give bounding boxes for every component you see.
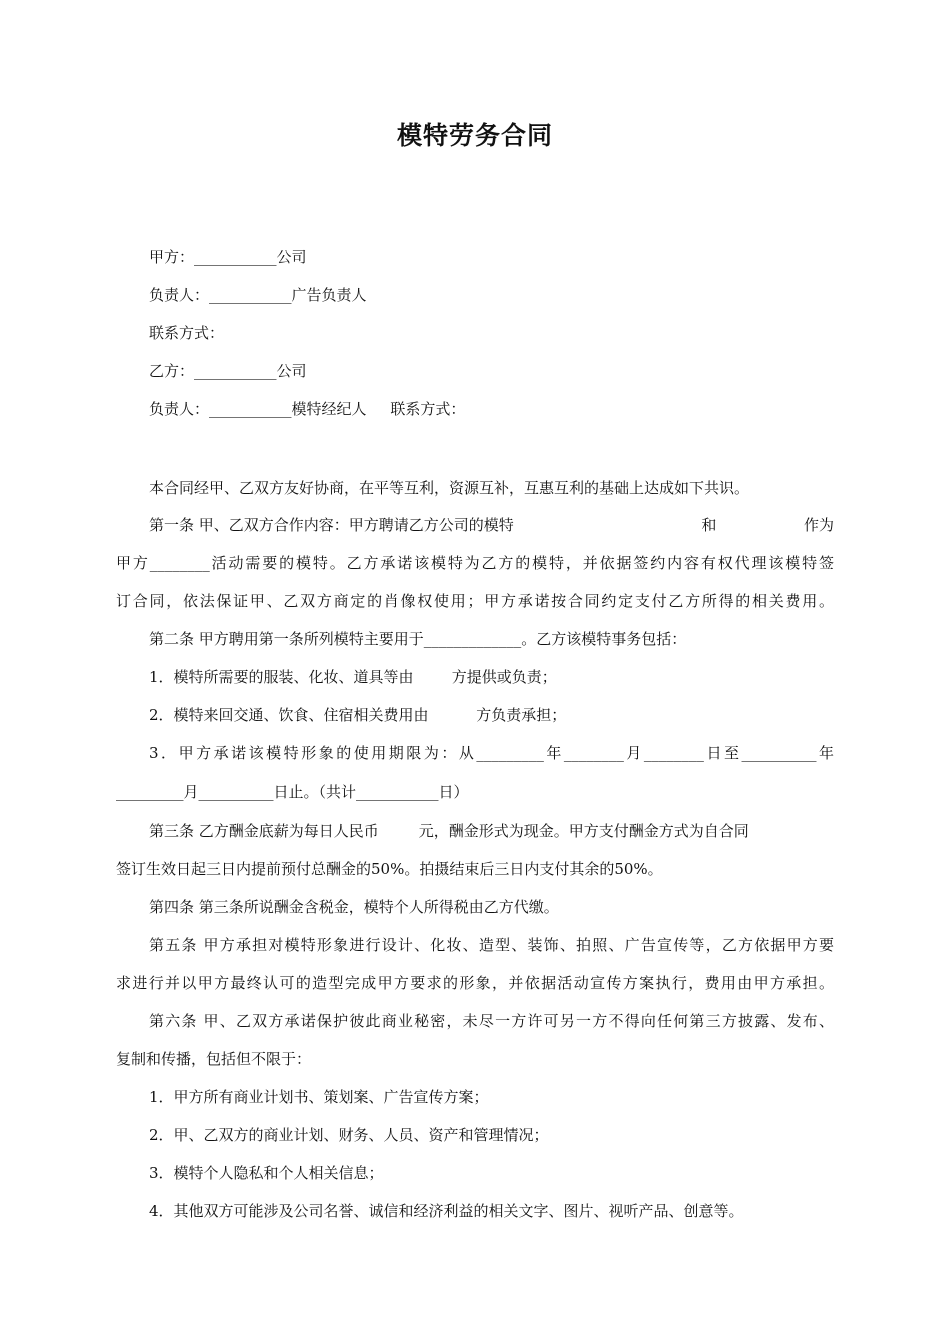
text-line: [149, 513, 834, 537]
text-segment: 甲方________活动需要的模特。乙方承诺该模特为乙方的模特，并依据签约内容有权代理该模特签: [116, 554, 834, 572]
text-line: [149, 1009, 834, 1033]
text-line: [149, 819, 834, 843]
text-segment: 元，酬金形式为现金。甲方支付酬金方式为自合同: [418, 822, 749, 840]
text-line: [116, 971, 834, 995]
text-segment: 2．甲、乙双方的商业计划、财务、人员、资产和管理情况；: [149, 1126, 549, 1144]
text-line: [149, 933, 834, 957]
text-segment: 4．其他双方可能涉及公司名誉、诚信和经济利益的相关文字、图片、视听产品、创意等。: [149, 1202, 744, 1220]
text-line: [149, 397, 834, 421]
text-segment: 3．模特个人隐私和个人相关信息；: [149, 1164, 384, 1182]
text-line: [116, 857, 834, 881]
text-line: [116, 780, 834, 804]
text-line: [149, 627, 834, 651]
text-line: [149, 895, 834, 919]
text-segment: 第六条 甲、乙双方承诺保护彼此商业秘密，未尽一方许可另一方不得向任何第三方披露、发布、: [149, 1012, 834, 1030]
text-line: [149, 1123, 834, 1147]
text-segment: 复制和传播，包括但不限于：: [116, 1050, 312, 1068]
text-segment: 第五条 甲方承担对模特形象进行设计、化妆、造型、装饰、拍照、广告宣传等，乙方依据甲方要: [149, 936, 834, 954]
text-line: [149, 321, 834, 345]
text-segment: 甲方：___________公司: [149, 248, 307, 266]
text-line: [149, 1199, 834, 1223]
text-segment: 本合同经甲、乙双方友好协商，在平等互利，资源互补，互惠互利的基础上达成如下共识。: [149, 479, 750, 497]
text-segment: 签订生效日起三日内提前预付总酬金的50%。拍摄结束后三日内支付其余的50%。: [116, 860, 663, 878]
text-segment: 3．甲方承诺该模特形象的使用期限为：从_________年________月________日至__________年: [149, 744, 834, 762]
text-line: [149, 1161, 834, 1185]
text-line: [149, 665, 834, 689]
text-segment: 求进行并以甲方最终认可的造型完成甲方要求的形象，并依据活动宣传方案执行，费用由甲方承担。: [116, 974, 834, 992]
document-title: 模特劳务合同: [396, 121, 553, 150]
text-line: [149, 741, 834, 765]
text-segment: 1．模特所需要的服装、化妆、道具等由 方提供或负责；: [149, 668, 557, 686]
text-line: [116, 589, 834, 613]
text-segment: 联系方式：: [149, 324, 225, 342]
text-line: [149, 1085, 834, 1109]
text-line: [116, 551, 834, 575]
text-segment: 2．模特来回交通、饮食、住宿相关费用由 方负责承担；: [149, 706, 567, 724]
text-segment: 第二条 甲方聘用第一条所列模特主要用于_____________。乙方该模特事务包括：: [149, 630, 687, 648]
text-segment: 第一条 甲、乙双方合作内容：甲方聘请乙方公司的模特: [149, 516, 514, 534]
text-line: [149, 245, 834, 269]
text-segment: 作为: [803, 516, 834, 534]
text-segment: 第四条 第三条所说酬金含税金，模特个人所得税由乙方代缴。: [149, 898, 559, 916]
text-segment: 第三条 乙方酬金底薪为每日人民币: [149, 822, 379, 840]
text-segment: 订合同，依法保证甲、乙双方商定的肖像权使用；甲方承诺按合同约定支付乙方所得的相关费用。: [116, 592, 834, 610]
text-line: [149, 703, 834, 727]
text-line: [149, 359, 834, 383]
text-segment: 负责人：___________广告负责人: [149, 286, 367, 304]
text-segment: 和: [701, 516, 717, 534]
text-line: [149, 476, 834, 500]
text-line: [149, 283, 834, 307]
text-line: [116, 1047, 834, 1071]
text-segment: 负责人：___________模特经纪人 联系方式：: [149, 400, 466, 418]
text-segment: 乙方：___________公司: [149, 362, 307, 380]
text-segment: _________月__________日止。（共计___________日）: [116, 783, 469, 801]
text-segment: 1．甲方所有商业计划书、策划案、广告宣传方案；: [149, 1088, 489, 1106]
